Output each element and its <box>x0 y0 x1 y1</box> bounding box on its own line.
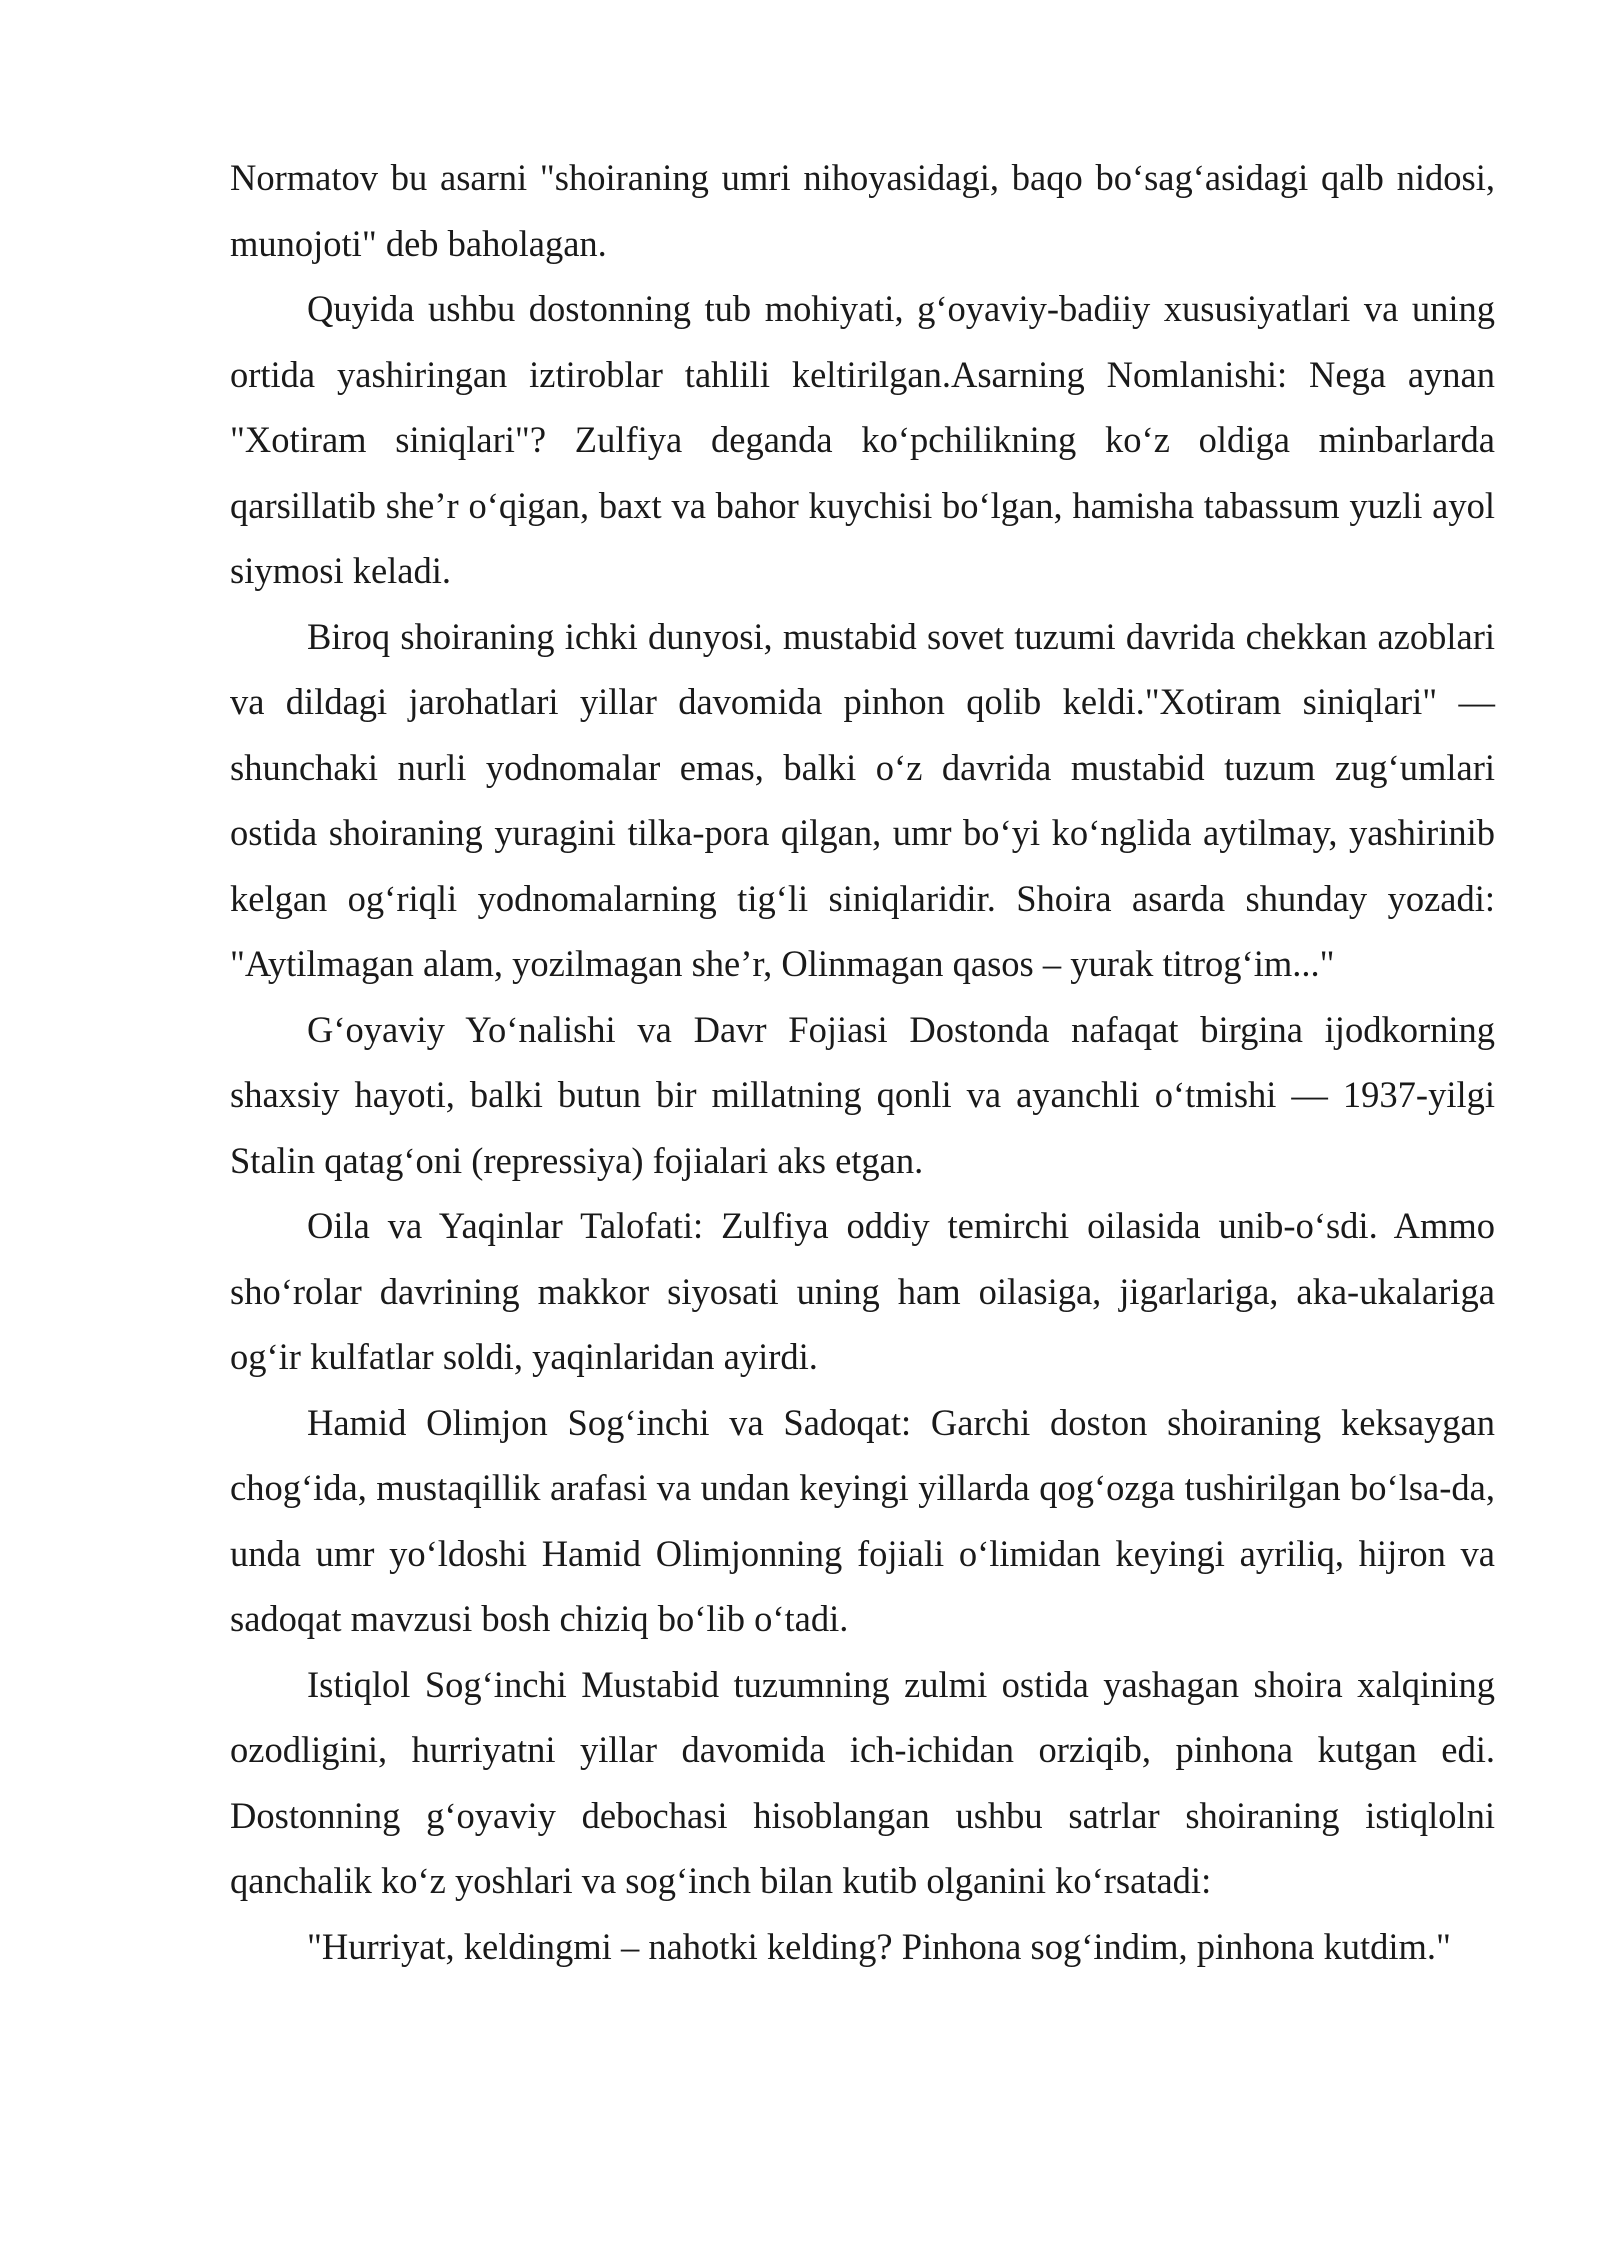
document-page <box>230 145 1495 1979</box>
paragraph-inner-world: Biroq shoiraning ichki dunyosi, mustabid sovet tuzumi davrida chekkan azoblari va dildagi jarohatlari yillar davomida pinhon qolib keldi."Xotiram siniqlari" — shunchaki nurli yodnomalar emas, balki o‘z davrida mustabid tuzum zug‘umlari ostida shoiraning yuragini tilka-pora qilgan, umr bo‘yi ko‘nglida aytilmay, yashirinib kelgan og‘riqli yodnomalarning tig‘li siniqlaridir. Shoira asarda shunday yozadi: "Aytilmagan alam, yozilmagan she’r, Olinmagan qasos – yurak titrog‘im..." <box>230 615 1495 984</box>
paragraph-poem-quote: "Hurriyat, keldingmi – nahotki kelding? Pinhona sog‘indim, pinhona kutdim." <box>307 1925 1451 1967</box>
paragraph-era-tragedy: G‘oyaviy Yo‘nalishi va Davr Fojiasi Dostonda nafaqat birgina ijodkorning shaxsiy hayoti, balki butun bir millatning qonli va ayanchli o‘tmishi — 1937-yilgi Stalin qatag‘oni (repressiya) fojialari aks etgan. <box>230 1008 1495 1181</box>
paragraph-independence: Istiqlol Sog‘inchi Mustabid tuzumning zulmi ostida yashagan shoira xalqining ozodligini, hurriyatni yillar davomida ich-ichidan orziqib, pinhona kutgan edi. Dostonning g‘oyaviy debochasi hisoblangan ushbu satrlar shoiraning istiqlolni qanchalik ko‘z yoshlari va sog‘inch bilan kutib olganini ko‘rsatadi: <box>230 1663 1495 1901</box>
paragraph-hamid-olimjon: Hamid Olimjon Sog‘inchi va Sadoqat: Garchi doston shoiraning keksaygan chog‘ida, mustaqillik arafasi va undan keyingi yillarda qog‘ozga tushirilgan bo‘lsa-da, unda umr yo‘ldoshi Hamid Olimjonning fojiali o‘limidan keyingi ayriliq, hijron va sadoqat mavzusi bosh chiziq bo‘lib o‘tadi. <box>230 1401 1495 1639</box>
paragraph-normatov-quote: Normatov bu asarni "shoiraning umri nihoyasidagi, baqo bo‘sag‘asidagi qalb nidosi, munojoti" deb baholagan. <box>230 157 1495 264</box>
paragraph-title-meaning: Quyida ushbu dostonning tub mohiyati, g‘oyaviy-badiiy xususiyatlari va uning ortida yashiringan iztiroblar tahlili keltirilgan.Asarning Nomlanishi: Nega aynan "Xotiram siniqlari"? Zulfiya deganda ko‘pchilikning ko‘z oldiga minbarlarda qarsillatib she’r o‘qigan, baxt va bahor kuychisi bo‘lgan, hamisha tabassum yuzli ayol siymosi keladi. <box>230 288 1495 591</box>
paragraph-family-losses: Oila va Yaqinlar Talofati: Zulfiya oddiy temirchi oilasida unib-o‘sdi. Ammo sho‘rolar davrining makkor siyosati uning ham oilasiga, jigarlariga, aka-ukalariga og‘ir kulfatlar soldi, yaqinlaridan ayirdi. <box>230 1205 1495 1377</box>
